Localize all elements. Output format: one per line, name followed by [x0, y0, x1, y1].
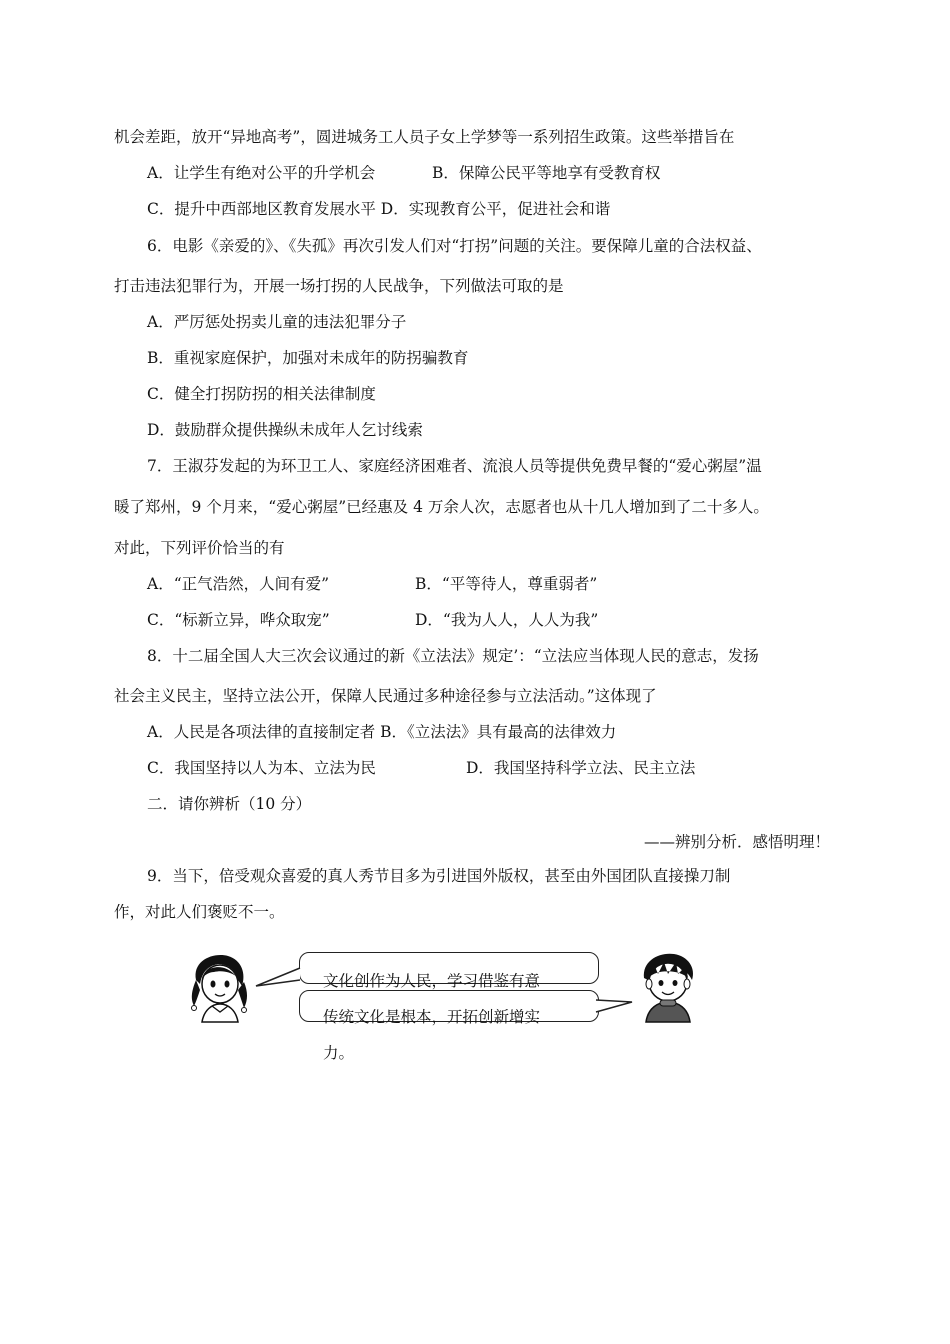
- q7-option-c: C．“标新立异，哗众取宠”: [147, 611, 330, 629]
- q6-option-b: B．重视家庭保护，加强对未成年的防拐骗教育: [147, 349, 469, 367]
- q5-option-cd: C．提升中西部地区教育发展水平 D．实现教育公平，促进社会和谐: [147, 200, 611, 218]
- q7-stem-line2: 暖了郑州，9 个月来，“爱心粥屋”已经惠及 4 万余人次，志愿者也从十几人增加到了二十多人。: [114, 498, 769, 516]
- q8-option-c: C．我国坚持以人为本、立法为民: [147, 759, 376, 777]
- boy-bubble-tail: [594, 996, 634, 1016]
- boy-bubble-text-line1: 传统文化是根本，开拓创新增实: [323, 1008, 541, 1026]
- q6-stem-line1: 6．电影《亲爱的》、《失孤》再次引发人们对“打拐”问题的关注。要保障儿童的合法权益、: [147, 237, 762, 255]
- q6-option-a: A．严厉惩处拐卖儿童的违法犯罪分子: [147, 313, 407, 331]
- boy-bubble-text-line2: 力。: [323, 1044, 355, 1062]
- q7-option-a: A．“正气浩然，人间有爱”: [147, 575, 330, 593]
- q8-stem-line1: 8．十二届全国人大三次会议通过的新《立法法》规定’：“立法应当体现人民的意志，发扬: [147, 647, 759, 665]
- q8-option-ab: A．人民是各项法律的直接制定者 B．《立法法》具有最高的法律效力: [147, 723, 617, 741]
- q5-option-a: A．让学生有绝对公平的升学机会: [147, 164, 376, 182]
- q7-option-b: B．“平等待人，尊重弱者”: [415, 575, 598, 593]
- section-heading: 二．请你辨析（10 分）: [147, 795, 312, 813]
- q9-stem-line2: 作，对此人们褒贬不一。: [114, 903, 285, 921]
- section-motto: ——辨别分析．感悟明理！: [643, 833, 830, 851]
- q5-option-b: B．保障公民平等地享有受教育权: [432, 164, 661, 182]
- q7-stem-line1: 7．王淑芬发起的为环卫工人、家庭经济困难者、流浪人员等提供免费早餐的“爱心粥屋”温: [147, 457, 762, 475]
- boy-illustration: [630, 950, 704, 1024]
- girl-illustration: [184, 950, 256, 1026]
- q8-option-d: D．我国坚持科学立法、民主立法: [466, 759, 696, 777]
- q5-stem: 机会差距，放开“异地高考”，圆进城务工人员子女上学梦等一系列招生政策。这些举措旨在: [114, 128, 735, 146]
- q6-option-d: D．鼓励群众提供操纵未成年人乞讨线索: [147, 421, 423, 439]
- q6-option-c: C．健全打拐防拐的相关法律制度: [147, 385, 376, 403]
- q8-stem-line2: 社会主义民主，坚持立法公开，保障人民通过多种途径参与立法活动。”这体现了: [114, 687, 657, 705]
- q7-stem-line3: 对此，下列评价恰当的有: [114, 539, 285, 557]
- q9-stem-line1: 9．当下，倍受观众喜爱的真人秀节目多为引进国外版权，甚至由外国团队直接操刀制: [147, 867, 731, 885]
- q7-option-d: D．“我为人人，人人为我”: [415, 611, 599, 629]
- girl-bubble-tail: [254, 966, 302, 988]
- girl-bubble-text: 文化创作为人民，学习借鉴有意: [323, 972, 541, 990]
- q6-stem-line2: 打击违法犯罪行为，开展一场打拐的人民战争，下列做法可取的是: [114, 277, 564, 295]
